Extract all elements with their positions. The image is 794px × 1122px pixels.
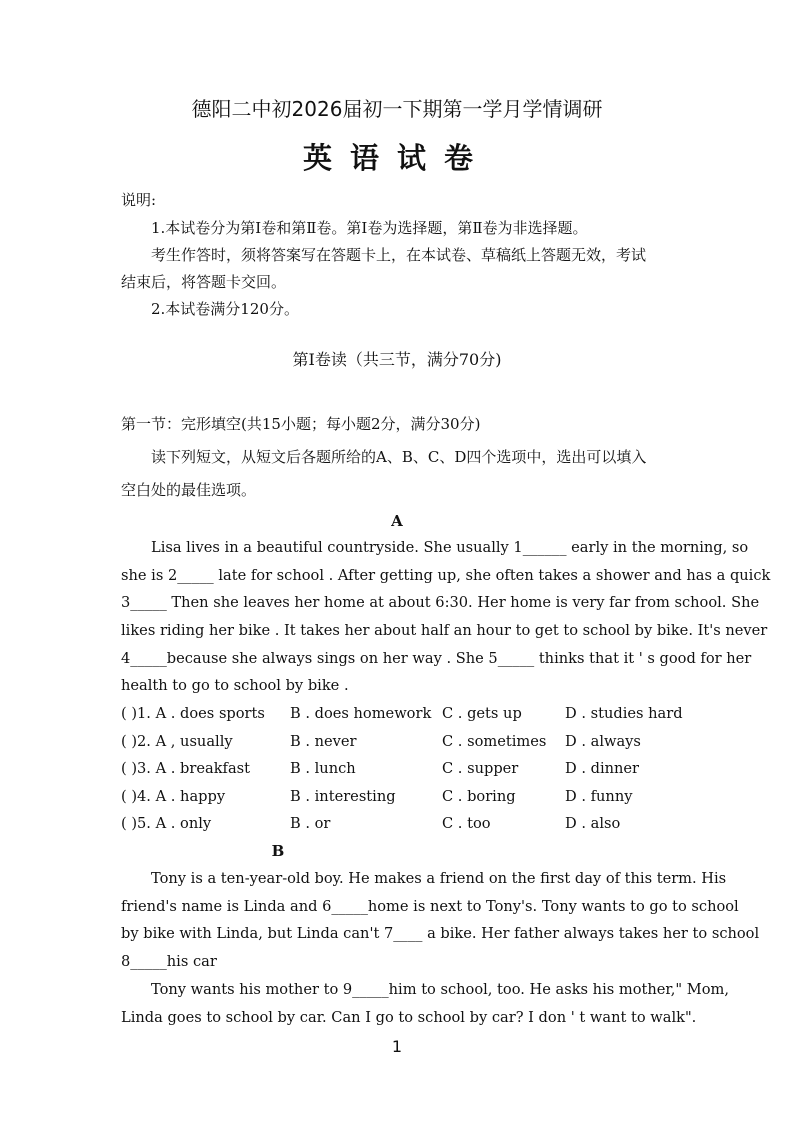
page-number: 1 xyxy=(391,1037,403,1056)
part1-directions: 读下列短文，从短文后各题所给的A、B、C、D四个选项中，选出可以填入 xyxy=(151,448,647,466)
passage-b-line: Tony wants his mother to 9_____him to school, too. He asks his mother," Mom, xyxy=(151,981,729,998)
part1-heading: 第一节：完形填空(共15小题；每小题2分，满分30分) xyxy=(121,415,481,433)
passage-b-line: by bike with Linda, but Linda can't 7____ a bike. Her father always takes her to school xyxy=(121,925,760,942)
question-2-option-b: B . never xyxy=(290,733,357,750)
instructions-heading: 说明: xyxy=(121,191,157,209)
question-4-option-d: D . funny xyxy=(565,788,633,805)
passage-b-line: Linda goes to school by car. Can I go to school by car? I don ' t want to walk". xyxy=(121,1009,697,1026)
question-1-option-c: C . gets up xyxy=(442,705,522,722)
question-4-option-a: ( )4. A . happy xyxy=(121,788,226,805)
passage-b-line: friend's name is Linda and 6_____home is next to Tony's. Tony wants to go to school xyxy=(121,898,739,915)
question-2-option-a: ( )2. A , usually xyxy=(121,733,233,750)
passage-b-label: B xyxy=(271,842,285,860)
question-3-option-a: ( )3. A . breakfast xyxy=(121,760,250,777)
passage-b-line: 8_____his car xyxy=(121,953,217,970)
part1-directions-cont: 空白处的最佳选项。 xyxy=(121,481,257,499)
question-1-option-b: B . does homework xyxy=(290,705,432,722)
instruction-item-1: 1.本试卷分为第Ⅰ卷和第Ⅱ卷。第Ⅰ卷为选择题，第Ⅱ卷为非选择题。 xyxy=(151,219,588,237)
question-4-option-b: B . interesting xyxy=(290,788,396,805)
passage-a-line: she is 2_____ late for school . After getting up, she often takes a shower and has a quick xyxy=(121,567,771,584)
question-5-option-d: D . also xyxy=(565,815,621,832)
question-5-option-c: C . too xyxy=(442,815,491,832)
passage-a-label: A xyxy=(391,512,403,530)
passage-a-line: Lisa lives in a beautiful countryside. She usually 1______ early in the morning, so xyxy=(151,539,749,556)
question-3-option-c: C . supper xyxy=(442,760,519,777)
question-5-option-a: ( )5. A . only xyxy=(121,815,212,832)
question-3-option-d: D . dinner xyxy=(565,760,640,777)
question-5-option-b: B . or xyxy=(290,815,331,832)
passage-a-line: likes riding her bike . It takes her about half an hour to get to school by bike. It's never xyxy=(121,622,768,639)
section-title: 第Ⅰ卷读（共三节，满分70分) xyxy=(292,350,502,369)
question-1-option-d: D . studies hard xyxy=(565,705,683,722)
passage-b-line: Tony is a ten-year-old boy. He makes a friend on the first day of this term. His xyxy=(151,870,727,887)
question-4-option-c: C . boring xyxy=(442,788,516,805)
passage-a-line: 4_____because she always sings on her way . She 5_____ thinks that it ' s good for her xyxy=(121,650,752,667)
exam-title: 英语试卷 xyxy=(302,141,491,175)
passage-a-line: health to go to school by bike . xyxy=(121,677,349,694)
question-2-option-c: C . sometimes xyxy=(442,733,547,750)
question-3-option-b: B . lunch xyxy=(290,760,356,777)
instruction-item-1-cont: 考生作答时，须将答案写在答题卡上，在本试卷、草稿纸上答题无效，考试 xyxy=(151,246,647,264)
school-exam-line: 德阳二中初2026届初一下期第一学月学情调研 xyxy=(191,97,603,121)
question-2-option-d: D . always xyxy=(565,733,641,750)
instruction-item-2: 2.本试卷满分120分。 xyxy=(151,300,299,318)
passage-a-line: 3_____ Then she leaves her home at about 6:30. Her home is very far from school. She xyxy=(121,594,760,611)
instruction-item-1-cont-2: 结束后，将答题卡交回。 xyxy=(121,273,287,291)
question-1-option-a: ( )1. A . does sports xyxy=(121,705,265,722)
